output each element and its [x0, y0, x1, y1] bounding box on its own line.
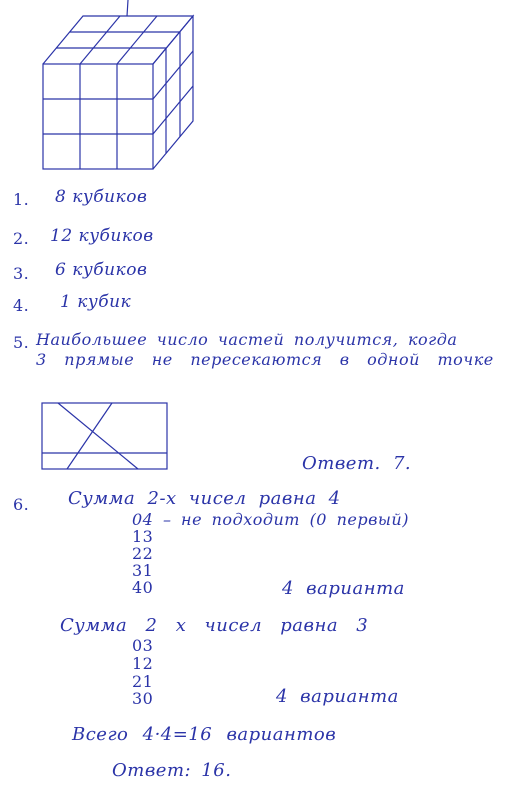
sum4-row-1: 04 – не подходит (0 первый) [132, 510, 409, 529]
item-number-5: 5. [13, 333, 30, 352]
sum3-row-2: 12 [132, 654, 154, 673]
cube-drawing [0, 0, 510, 180]
answer-3: 6 кубиков [55, 260, 148, 280]
sum3-result: 4 варианта [276, 686, 399, 707]
answer-5-line-2: 3 прямые не пересекаются в одной точке [36, 350, 494, 369]
sum4-row-4: 31 [132, 561, 154, 580]
sum3-row-1: 03 [132, 636, 154, 655]
sum4-row-2: 13 [132, 527, 154, 546]
sum3-row-3: 21 [132, 672, 154, 691]
item-number-2: 2. [13, 229, 30, 248]
answer-4: 1 кубик [60, 292, 132, 312]
sum4-row-5: 40 [132, 578, 154, 597]
sum4-row-3: 22 [132, 544, 154, 563]
item-number-4: 4. [13, 296, 30, 315]
answer-5-final: Ответ. 7. [302, 453, 412, 474]
item-number-6: 6. [13, 495, 30, 514]
sum4-title: Сумма 2-х чисел равна 4 [68, 488, 341, 509]
answer-5-line-1: Наибольшее число частей получится, когда [36, 330, 458, 349]
item-number-3: 3. [13, 264, 30, 283]
answer-6-final: Ответ: 16. [112, 760, 232, 781]
answer-2: 12 кубиков [50, 226, 154, 246]
sum3-row-4: 30 [132, 689, 154, 708]
sum4-result: 4 варианта [282, 578, 405, 599]
lines-diagram [0, 395, 510, 485]
sum3-title: Сумма 2 х чисел равна 3 [60, 615, 369, 636]
item-number-1: 1. [13, 190, 30, 209]
total-line: Всего 4·4=16 вариантов [72, 724, 337, 745]
answer-1: 8 кубиков [55, 187, 148, 207]
